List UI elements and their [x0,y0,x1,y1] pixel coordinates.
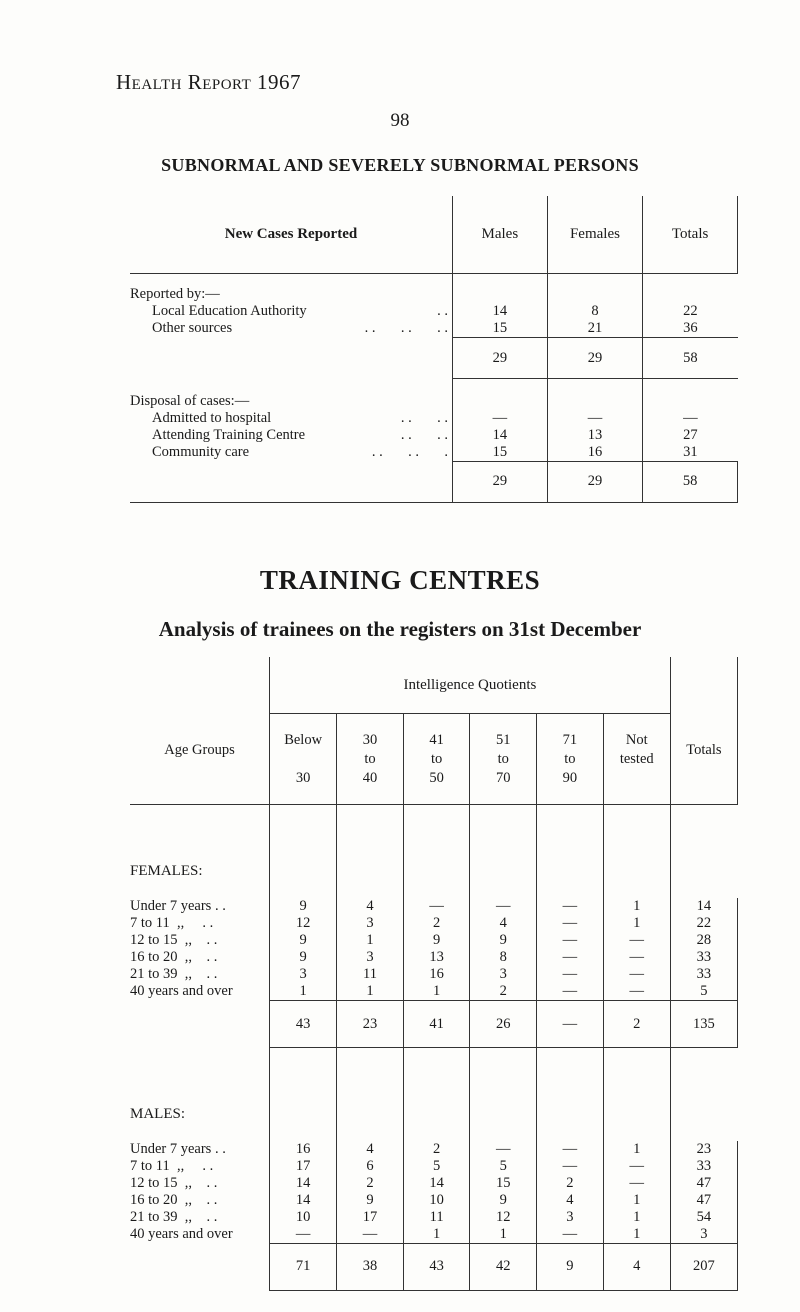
table-cell: 11 [403,1209,470,1226]
column-header-females: Females [547,196,642,274]
row-total: 23 [670,1141,737,1158]
table-row [130,1192,738,1209]
table-cell: — [537,983,604,1001]
table-cell: 3 [337,915,404,932]
table-row [130,1141,738,1158]
row-label: Admitted to hospital [152,409,272,426]
table-cell: — [537,932,604,949]
age-group-label: 12 to 15 ,, . . [130,932,218,948]
row-label: Other sources [152,320,233,337]
table-cell: 1 [470,1226,537,1244]
table-cell: 1 [270,983,337,1001]
table-row [130,1175,738,1192]
table-cell: 2 [470,983,537,1001]
age-group-label: 21 to 39 ,, . . [130,966,218,982]
column-total: 38 [337,1243,404,1290]
table-cell: 1 [603,1192,670,1209]
cell-males: 14 [452,303,547,320]
table-cell: — [603,966,670,983]
column-total: 42 [470,1243,537,1290]
column-total: 2 [603,1001,670,1048]
disposal-heading: Disposal of cases:— [130,392,250,409]
age-group-label: 12 to 15 ,, . . [130,1174,218,1191]
table-cell: 10 [403,1192,470,1209]
table-cell: 3 [337,949,404,966]
table-row [130,898,738,915]
section-title-subnormal: SUBNORMAL AND SEVERELY SUBNORMAL PERSONS [161,155,639,175]
row-total: 3 [670,1226,737,1244]
age-group-label: 40 years and over [130,983,233,1000]
table-row [130,915,738,932]
cell-totals: 36 [643,320,738,338]
table-cell: — [337,1226,404,1244]
table-cell: 2 [403,1141,470,1158]
column-header-iq-band: Below 30 [270,714,337,805]
row-total: 54 [670,1209,737,1226]
grand-total: 135 [670,1001,737,1048]
cell-males: — [452,410,547,427]
table-cell: 14 [403,1175,470,1192]
table-cell: 10 [270,1209,337,1226]
column-header-iq-band: 71 to 90 [537,714,604,805]
table-cell: 4 [337,1141,404,1158]
age-group-label: Under 7 years . . [130,1140,226,1157]
row-total: 47 [670,1192,737,1209]
row-total: 22 [670,915,737,932]
row-total: 28 [670,932,737,949]
row-total: 47 [670,1175,737,1192]
subtotal-row [130,1001,738,1048]
column-total: 43 [403,1243,470,1290]
training-centres-table [130,657,738,1291]
column-total: 71 [270,1243,337,1290]
table-cell: 9 [270,932,337,949]
table-cell: 4 [537,1192,604,1209]
table-cell: 1 [603,1226,670,1244]
cell-totals: 58 [643,461,738,502]
table-cell: — [537,1226,604,1244]
cell-males: 29 [452,338,547,379]
table-cell: 9 [270,898,337,915]
table-cell: — [403,898,470,915]
cell-males: 15 [452,320,547,338]
age-group-label: Under 7 years . . [130,898,226,914]
table-header-row [130,196,738,274]
leader-dots: . . . . . . [364,320,448,337]
table-cell: 1 [403,983,470,1001]
table-cell: — [603,932,670,949]
table-row [130,966,738,983]
table-row [130,1209,738,1226]
row-label: Local Education Authority [152,303,307,319]
cell-females: 29 [547,338,642,379]
age-group-label: 40 years and over [130,1225,233,1242]
new-cases-table [130,196,738,503]
cell-females: — [547,410,642,427]
cell-totals: 31 [643,444,738,462]
table-cell: 12 [270,915,337,932]
table-row [130,303,738,320]
table-cell: 1 [603,1209,670,1226]
column-total: 43 [270,1001,337,1048]
table-row [130,427,738,444]
table-cell: — [470,1141,537,1158]
table-cell: — [603,983,670,1001]
leader-dots: . . . . [400,409,448,426]
table-cell: 13 [403,949,470,966]
table-row [130,1226,738,1244]
table-cell: 3 [270,966,337,983]
section-title-training-centres: TRAINING CENTRES [259,565,541,595]
cell-females: 21 [547,320,642,338]
section-heading-row [130,1048,738,1141]
table-cell: 9 [403,932,470,949]
column-total: 26 [470,1001,537,1048]
table-cell: 2 [537,1175,604,1192]
table-row [130,983,738,1001]
grand-total: 207 [670,1243,737,1290]
cell-females: 13 [547,427,642,444]
table-header-row [130,657,738,714]
column-header-iq: Intelligence Quotients [270,657,671,714]
table-cell: 4 [470,915,537,932]
table-cell: 14 [270,1192,337,1209]
column-total: — [537,1001,604,1048]
table-cell: 9 [270,949,337,966]
column-header-males: Males [452,196,547,274]
table-cell: — [537,966,604,983]
row-total: 33 [670,1158,737,1175]
cell-females: 16 [547,444,642,462]
table-cell: 1 [603,898,670,915]
table-row [130,444,738,462]
table-cell: 9 [470,932,537,949]
table-cell: 15 [470,1175,537,1192]
table-row [130,1158,738,1175]
table-cell: 1 [403,1226,470,1244]
running-head: Health Report 1967 [116,70,302,94]
row-total: 33 [670,966,737,983]
table-cell: 16 [403,966,470,983]
section-heading-row [130,805,738,899]
column-header-totals: Totals [670,657,737,805]
age-group-label: 21 to 39 ,, . . [130,1208,218,1225]
cell-females: 29 [547,461,642,502]
females-section [130,805,738,1048]
table-cell: 5 [470,1158,537,1175]
cell-totals: — [643,410,738,427]
age-group-label: 7 to 11 ,, . . [130,1157,214,1174]
subtotal-row [130,461,738,502]
males-section [130,1048,738,1291]
table-cell: — [603,1158,670,1175]
table-cell: 3 [537,1209,604,1226]
table-cell: 1 [337,932,404,949]
column-header-iq-band: Not tested [603,714,670,805]
table-cell: 1 [603,915,670,932]
row-total: 14 [670,898,737,915]
table-cell: 11 [337,966,404,983]
table-cell: — [537,1141,604,1158]
table-cell: 9 [470,1192,537,1209]
table-cell: — [470,898,537,915]
column-header-totals: Totals [643,196,738,274]
column-header-iq-band: 41 to 50 [403,714,470,805]
table-cell: 3 [470,966,537,983]
column-header-iq-band: 30 to 40 [337,714,404,805]
subtotal-row [130,338,738,379]
table-cell: — [537,898,604,915]
table-row [130,379,738,410]
row-total: 5 [670,983,737,1001]
table-cell: 1 [603,1141,670,1158]
table-cell: 2 [337,1175,404,1192]
table-cell: 4 [337,898,404,915]
column-header-age-groups: Age Groups [130,657,270,805]
row-label: Community care [152,443,250,460]
cell-males: 14 [452,427,547,444]
table-cell: — [603,949,670,966]
column-total: 41 [403,1001,470,1048]
group-label: FEMALES: [130,863,203,879]
table-cell: 14 [270,1175,337,1192]
table-cell: 17 [337,1209,404,1226]
table-row [130,274,738,304]
table-cell: 16 [270,1141,337,1158]
table-cell: — [537,949,604,966]
table-row [130,410,738,427]
table-row [130,932,738,949]
table-cell: 8 [470,949,537,966]
table-cell: — [270,1226,337,1244]
table-cell: 17 [270,1158,337,1175]
cell-males: 29 [452,461,547,502]
leader-dots: . . [437,303,448,319]
table-cell: 9 [337,1192,404,1209]
row-total: 33 [670,949,737,966]
row-label: Attending Training Centre [152,426,306,443]
cell-totals: 22 [643,303,738,320]
table-cell: 5 [403,1158,470,1175]
age-group-label: 7 to 11 ,, . . [130,915,214,931]
page-number: 98 [390,110,410,131]
table-row [130,949,738,966]
cell-males: 15 [452,444,547,462]
cell-totals: 58 [643,338,738,379]
reported-heading: Reported by:— [130,286,220,302]
leader-dots: . . . . [400,426,448,443]
subtotal-row [130,1243,738,1290]
column-total: 9 [537,1243,604,1290]
column-total: 23 [337,1001,404,1048]
table-row [130,320,738,338]
column-header-new-cases: New Cases Reported [130,196,452,274]
age-group-label: 16 to 20 ,, . . [130,949,218,965]
cell-females: 8 [547,303,642,320]
table-cell: 1 [337,983,404,1001]
table-cell: 2 [403,915,470,932]
cell-totals: 27 [643,427,738,444]
table-cell: 6 [337,1158,404,1175]
leader-dots: . . . . . [371,443,448,460]
age-group-label: 16 to 20 ,, . . [130,1191,218,1208]
table-cell: 12 [470,1209,537,1226]
section-subtitle: Analysis of trainees on the registers on 31st December [158,617,642,641]
column-total: 4 [603,1243,670,1290]
table-cell: — [537,915,604,932]
group-label: MALES: [130,1105,186,1122]
table-cell: — [603,1175,670,1192]
table-cell: — [537,1158,604,1175]
column-header-iq-band: 51 to 70 [470,714,537,805]
